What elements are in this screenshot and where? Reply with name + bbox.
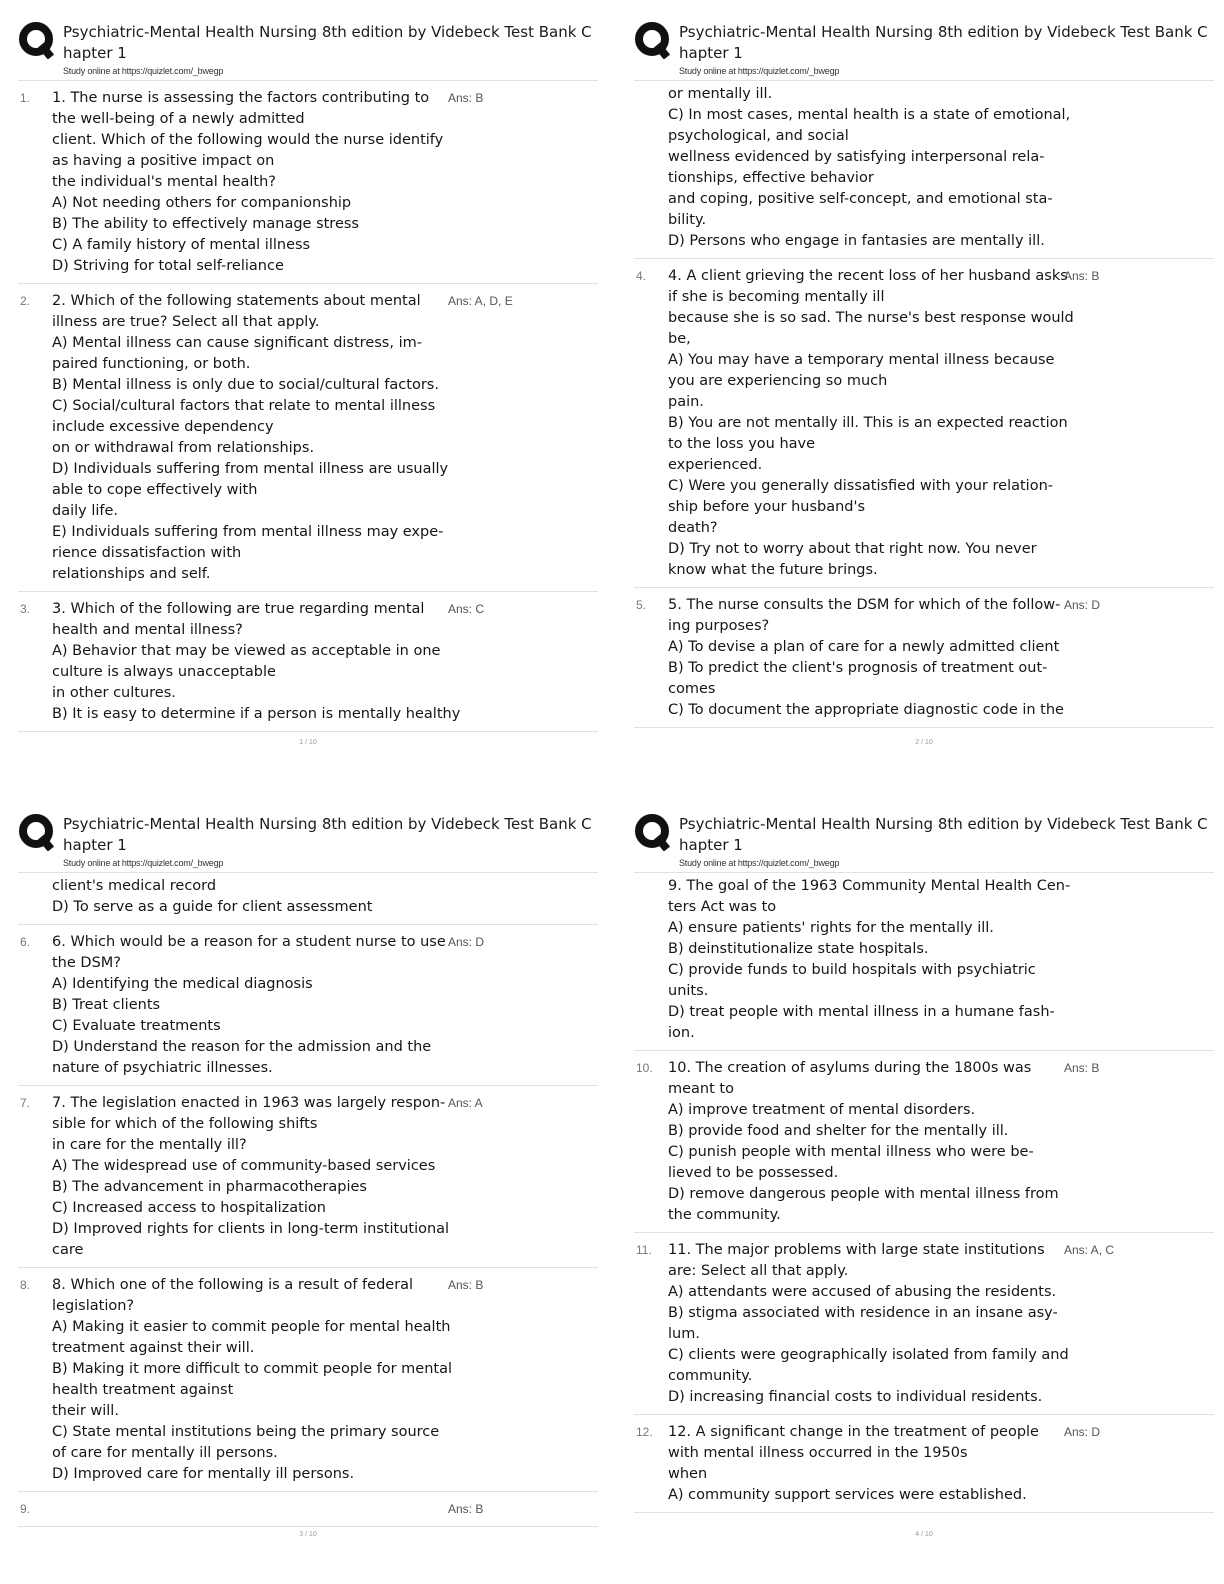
question-line: meant to xyxy=(668,1081,734,1097)
question-line: B) deinstitutionalize state hospitals. xyxy=(668,941,929,957)
question-text xyxy=(52,1275,452,1485)
page-header xyxy=(634,806,1214,873)
card-number: 9. xyxy=(20,1502,31,1516)
card-number: 2. xyxy=(20,294,31,308)
question-line: if she is becoming mentally ill xyxy=(668,289,885,305)
flashcard-row xyxy=(18,1268,598,1492)
question-text xyxy=(668,876,1071,1044)
flashcard-row xyxy=(18,873,598,925)
question-line: paired functioning, or both. xyxy=(52,356,251,372)
question-line: D) Improved rights for clients in long-term institutional xyxy=(52,1221,450,1237)
question-text xyxy=(668,1422,1060,1506)
question-line: A) Behavior that may be viewed as acceptable in one xyxy=(52,643,441,659)
question-line: C) In most cases, mental health is a state of emotional, xyxy=(668,107,1071,123)
question-line xyxy=(52,1499,444,1520)
card-number: 8. xyxy=(20,1278,31,1292)
question-line: care xyxy=(52,1242,84,1258)
card-number: 7. xyxy=(20,1096,31,1110)
document-title: Psychiatric-Mental Health Nursing 8th edition by Videbeck Test Bank Chapter 1 xyxy=(63,23,592,62)
question-line: ters Act was to xyxy=(668,899,777,915)
card-number: 12. xyxy=(636,1425,653,1439)
question-text xyxy=(668,84,1071,252)
question-line: units. xyxy=(668,983,709,999)
card-number xyxy=(634,876,668,1044)
card-number: 6. xyxy=(20,935,31,949)
flashcard-row xyxy=(634,1415,1214,1513)
question-line: B) Mental illness is only due to social/cultural factors. xyxy=(52,377,439,393)
question-line: daily life. xyxy=(52,503,119,519)
question-line: when xyxy=(668,1466,708,1482)
question-line: be, xyxy=(668,331,691,347)
question-line: health treatment against xyxy=(52,1382,234,1398)
question-line: 1. The nurse is assessing the factors contributing to xyxy=(52,90,430,106)
question-line: D) remove dangerous people with mental illness from xyxy=(668,1186,1059,1202)
question-line: tionships, effective behavior xyxy=(668,170,874,186)
page-number: 1 / 10 xyxy=(299,739,317,746)
study-online-link[interactable]: Study online at https://quizlet.com/_bwegp xyxy=(679,66,840,76)
question-line: treatment against their will. xyxy=(52,1340,255,1356)
question-text xyxy=(668,1058,1060,1226)
answer-text xyxy=(1060,84,1064,252)
answer-text: Ans: B xyxy=(448,1502,484,1516)
question-line: B) Treat clients xyxy=(52,997,161,1013)
flashcard-row xyxy=(18,1492,598,1527)
question-line: A) community support services were established. xyxy=(668,1487,1027,1503)
card-number xyxy=(18,876,52,918)
question-line: A) The widespread use of community-based services xyxy=(52,1158,436,1174)
question-text xyxy=(52,88,444,277)
answer-text: Ans: D xyxy=(1064,1425,1101,1439)
question-text xyxy=(52,1499,444,1520)
question-line: 11. The major problems with large state institutions xyxy=(668,1242,1045,1258)
question-line: D) treat people with mental illness in a humane fash- xyxy=(668,1004,1055,1020)
question-line: to the loss you have xyxy=(668,436,816,452)
question-line: A) To devise a plan of care for a newly admitted client xyxy=(668,639,1060,655)
question-line: relationships and self. xyxy=(52,566,211,582)
flashcard-list xyxy=(634,81,1214,728)
question-line: bility. xyxy=(668,212,707,228)
answer-text: Ans: D xyxy=(448,935,485,949)
question-line: pain. xyxy=(668,394,704,410)
page-header xyxy=(18,14,598,81)
question-line: experienced. xyxy=(668,457,763,473)
study-online-link[interactable]: Study online at https://quizlet.com/_bwegp xyxy=(63,858,224,868)
flashcard-list xyxy=(634,873,1214,1513)
question-line: ing purposes? xyxy=(668,618,770,634)
question-line: because she is so sad. The nurse's best response would xyxy=(668,310,1074,326)
flashcard-list xyxy=(18,81,598,732)
question-line: 7. The legislation enacted in 1963 was largely respon- xyxy=(52,1095,446,1111)
question-line: 8. Which one of the following is a result of federal xyxy=(52,1277,414,1293)
question-line: health and mental illness? xyxy=(52,622,243,638)
question-line: B) It is easy to determine if a person is mentally healthy xyxy=(52,706,461,722)
question-line: comes xyxy=(668,681,716,697)
question-line: B) The advancement in pharmacotherapies xyxy=(52,1179,367,1195)
quizlet-logo-icon xyxy=(18,813,56,851)
question-text xyxy=(52,599,461,725)
page-header xyxy=(18,806,598,873)
question-line: 2. Which of the following statements about mental xyxy=(52,293,421,309)
flashcard-list xyxy=(18,873,598,1527)
answer-text: Ans: D xyxy=(1064,598,1101,612)
question-line: B) Making it more difficult to commit people for mental xyxy=(52,1361,452,1377)
question-line: 6. Which would be a reason for a student nurse to use xyxy=(52,934,446,950)
answer-text: Ans: B xyxy=(448,1278,484,1292)
flashcard-row xyxy=(18,925,598,1086)
card-number: 1. xyxy=(20,91,31,105)
question-line: ion. xyxy=(668,1025,695,1041)
card-number: 4. xyxy=(636,269,647,283)
question-line: the individual's mental health? xyxy=(52,174,276,190)
answer-text: Ans: C xyxy=(448,602,485,616)
question-line: sible for which of the following shifts xyxy=(52,1116,318,1132)
question-line: B) provide food and shelter for the mentally ill. xyxy=(668,1123,1009,1139)
card-number: 3. xyxy=(20,602,31,616)
question-line: and coping, positive self-concept, and emotional sta- xyxy=(668,191,1053,207)
answer-text: Ans: B xyxy=(448,91,484,105)
flashcard-row xyxy=(634,873,1214,1051)
flashcard-row xyxy=(18,81,598,284)
answer-text: Ans: B xyxy=(1064,1061,1100,1075)
question-line: able to cope effectively with xyxy=(52,482,258,498)
question-line: A) ensure patients' rights for the mentally ill. xyxy=(668,920,994,936)
question-line: on or withdrawal from relationships. xyxy=(52,440,315,456)
study-online-link[interactable]: Study online at https://quizlet.com/_bwegp xyxy=(679,858,840,868)
question-line: A) Making it easier to commit people for mental health xyxy=(52,1319,451,1335)
question-line: A) Identifying the medical diagnosis xyxy=(52,976,313,992)
question-line: E) Individuals suffering from mental illness may expe- xyxy=(52,524,444,540)
question-line: D) Try not to worry about that right now. You never xyxy=(668,541,1037,557)
document-title: Psychiatric-Mental Health Nursing 8th edition by Videbeck Test Bank Chapter 1 xyxy=(679,23,1208,62)
question-text xyxy=(668,266,1074,581)
question-line: C) Were you generally dissatisfied with your relation- xyxy=(668,478,1053,494)
question-line: client. Which of the following would the nurse identify xyxy=(52,132,444,148)
page-1 xyxy=(18,14,598,784)
page-number: 3 / 10 xyxy=(299,1531,317,1538)
card-number: 11. xyxy=(636,1243,652,1257)
question-text xyxy=(668,1240,1069,1408)
question-line: their will. xyxy=(52,1403,119,1419)
answer-text: Ans: A, D, E xyxy=(448,294,513,308)
question-line: C) clients were geographically isolated from family and xyxy=(668,1347,1069,1363)
question-line: illness are true? Select all that apply. xyxy=(52,314,320,330)
question-line: community. xyxy=(668,1368,753,1384)
flashcard-row xyxy=(634,1051,1214,1233)
question-line: death? xyxy=(668,520,718,536)
page-3 xyxy=(18,806,598,1576)
card-number: 10. xyxy=(636,1061,653,1075)
question-line: 4. A client grieving the recent loss of her husband asks xyxy=(668,268,1068,284)
page-2 xyxy=(634,14,1214,784)
question-line: 12. A significant change in the treatment of people xyxy=(668,1424,1039,1440)
question-line: lieved to be possessed. xyxy=(668,1165,839,1181)
question-line: 3. Which of the following are true regarding mental xyxy=(52,601,425,617)
question-line: the well-being of a newly admitted xyxy=(52,111,305,127)
answer-text: Ans: A, C xyxy=(1064,1243,1115,1257)
question-line: C) To document the appropriate diagnostic code in the xyxy=(668,702,1064,718)
question-line: client's medical record xyxy=(52,878,217,894)
flashcard-row xyxy=(18,284,598,592)
question-line: know what the future brings. xyxy=(668,562,878,578)
question-line: A) You may have a temporary mental illness because xyxy=(668,352,1055,368)
document-title: Psychiatric-Mental Health Nursing 8th edition by Videbeck Test Bank Chapter 1 xyxy=(679,815,1208,854)
question-line: D) Individuals suffering from mental illness are usually xyxy=(52,461,449,477)
question-line: A) improve treatment of mental disorders. xyxy=(668,1102,976,1118)
answer-text: Ans: A xyxy=(448,1096,483,1110)
question-line: the community. xyxy=(668,1207,781,1223)
question-line: B) To predict the client's prognosis of treatment out- xyxy=(668,660,1048,676)
question-line: D) Striving for total self-reliance xyxy=(52,258,284,274)
question-line: nature of psychiatric illnesses. xyxy=(52,1060,273,1076)
page-4 xyxy=(634,806,1214,1576)
quizlet-logo-icon xyxy=(634,813,672,851)
page-number: 4 / 10 xyxy=(915,1531,933,1538)
question-line: ship before your husband's xyxy=(668,499,866,515)
question-line: B) stigma associated with residence in an insane asy- xyxy=(668,1305,1058,1321)
question-line: lum. xyxy=(668,1326,700,1342)
question-line: A) Not needing others for companionship xyxy=(52,195,352,211)
question-line: with mental illness occurred in the 1950s xyxy=(668,1445,968,1461)
question-line: D) Understand the reason for the admission and the xyxy=(52,1039,432,1055)
question-line: 5. The nurse consults the DSM for which of the follow- xyxy=(668,597,1061,613)
question-line: in other cultures. xyxy=(52,685,176,701)
flashcard-row xyxy=(18,1086,598,1268)
answer-text xyxy=(1060,876,1064,1044)
study-online-link[interactable]: Study online at https://quizlet.com/_bwegp xyxy=(63,66,224,76)
question-line: wellness evidenced by satisfying interpersonal rela- xyxy=(668,149,1045,165)
question-line: the DSM? xyxy=(52,955,121,971)
quizlet-logo-icon xyxy=(18,21,56,59)
question-text xyxy=(52,1093,450,1261)
question-line: D) To serve as a guide for client assessment xyxy=(52,899,373,915)
answer-text xyxy=(444,876,448,918)
question-line: psychological, and social xyxy=(668,128,849,144)
question-line: 9. The goal of the 1963 Community Mental Health Cen- xyxy=(668,878,1071,894)
page-number: 2 / 10 xyxy=(915,739,933,746)
question-line: C) punish people with mental illness who were be- xyxy=(668,1144,1034,1160)
question-line: of care for mentally ill persons. xyxy=(52,1445,278,1461)
card-number xyxy=(634,84,668,252)
card-number: 5. xyxy=(636,598,647,612)
question-line: rience dissatisfaction with xyxy=(52,545,242,561)
question-line: C) Evaluate treatments xyxy=(52,1018,221,1034)
question-line: include excessive dependency xyxy=(52,419,274,435)
question-line: or mentally ill. xyxy=(668,86,773,102)
question-line: culture is always unacceptable xyxy=(52,664,276,680)
question-text xyxy=(668,595,1064,721)
question-line: C) A family history of mental illness xyxy=(52,237,311,253)
question-line: you are experiencing so much xyxy=(668,373,888,389)
flashcard-row xyxy=(18,592,598,732)
question-line: C) Increased access to hospitalization xyxy=(52,1200,326,1216)
question-line: in care for the mentally ill? xyxy=(52,1137,247,1153)
question-line: D) Improved care for mentally ill persons. xyxy=(52,1466,355,1482)
flashcard-row xyxy=(634,1233,1214,1415)
question-text xyxy=(52,932,444,1079)
question-line: B) You are not mentally ill. This is an expected reaction xyxy=(668,415,1068,431)
question-text xyxy=(52,876,444,918)
question-line: are: Select all that apply. xyxy=(668,1263,849,1279)
question-line: A) Mental illness can cause significant distress, im- xyxy=(52,335,422,351)
flashcard-row xyxy=(634,259,1214,588)
flashcard-row xyxy=(634,81,1214,259)
quizlet-logo-icon xyxy=(634,21,672,59)
question-line: 10. The creation of asylums during the 1800s was xyxy=(668,1060,1032,1076)
question-line: C) provide funds to build hospitals with psychiatric xyxy=(668,962,1036,978)
question-line: as having a positive impact on xyxy=(52,153,275,169)
question-line: legislation? xyxy=(52,1298,135,1314)
answer-text: Ans: B xyxy=(1064,269,1100,283)
page-header xyxy=(634,14,1214,81)
question-line: D) increasing financial costs to individual residents. xyxy=(668,1389,1043,1405)
document-title: Psychiatric-Mental Health Nursing 8th edition by Videbeck Test Bank Chapter 1 xyxy=(63,815,592,854)
question-line: C) State mental institutions being the primary source xyxy=(52,1424,440,1440)
question-text xyxy=(52,291,449,585)
question-line: A) attendants were accused of abusing the residents. xyxy=(668,1284,1057,1300)
question-line: B) The ability to effectively manage stress xyxy=(52,216,359,232)
flashcard-row xyxy=(634,588,1214,728)
question-line: C) Social/cultural factors that relate to mental illness xyxy=(52,398,436,414)
question-line: D) Persons who engage in fantasies are mentally ill. xyxy=(668,233,1045,249)
